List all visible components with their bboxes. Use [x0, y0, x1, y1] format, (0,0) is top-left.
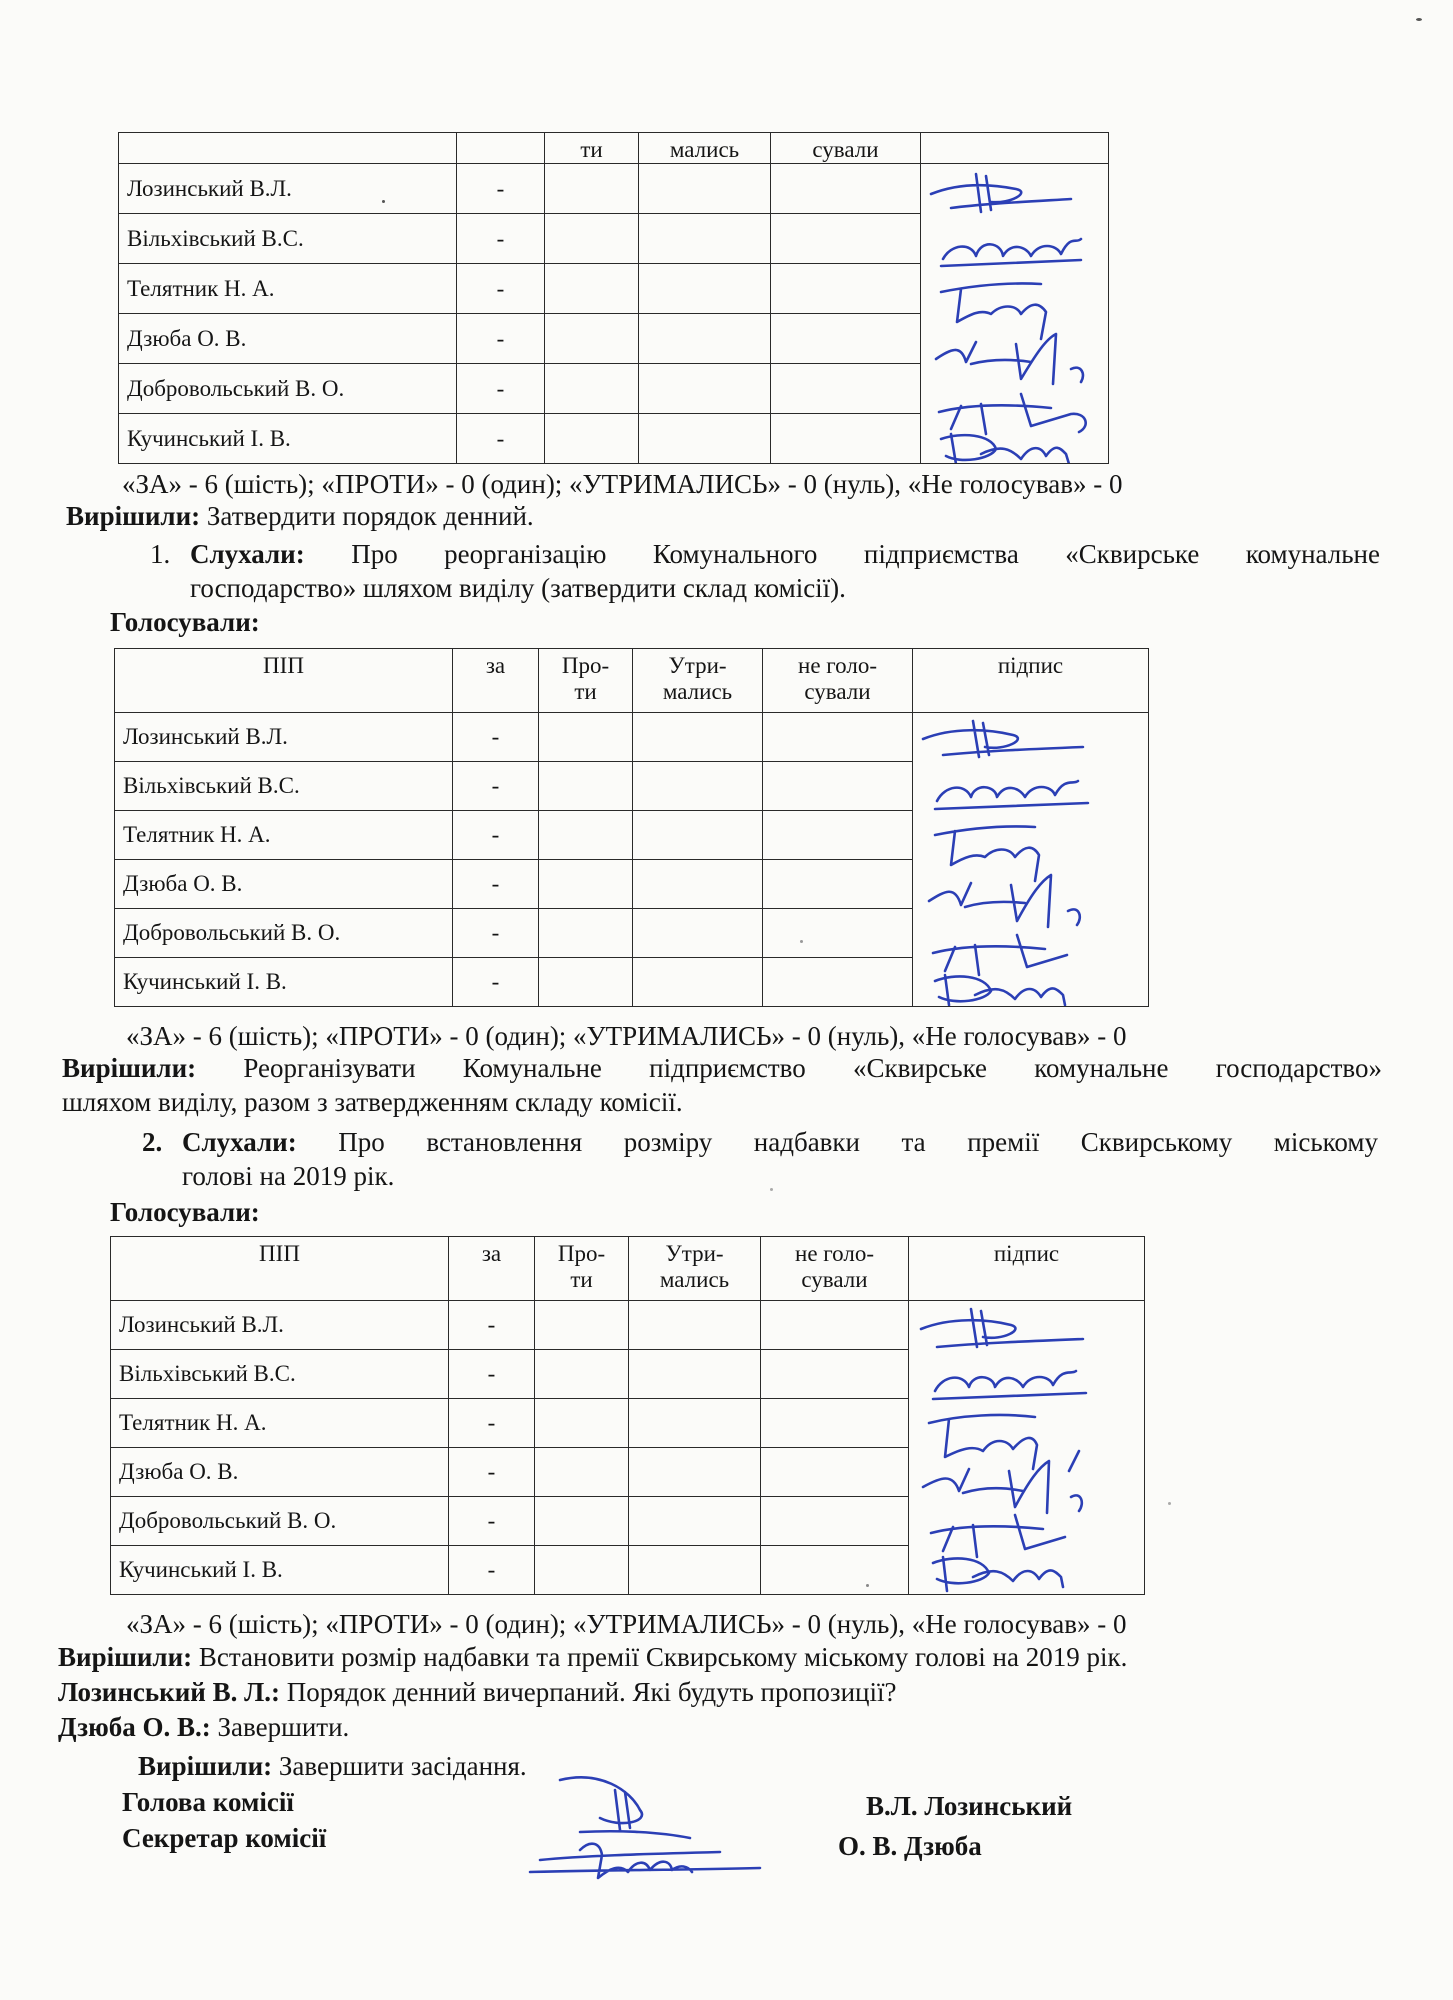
chair-name: В.Л. Лозинський [866, 1791, 1073, 1821]
vote-for-cell: - [457, 214, 545, 264]
vote-for-cell: - [457, 314, 545, 364]
member-name: Кучинський І. В. [119, 414, 457, 464]
decision-agenda [66, 500, 534, 532]
vote-for-cell: - [453, 958, 539, 1007]
table-row [119, 164, 1109, 214]
header-pip: ПІП [115, 649, 453, 713]
item-number: 1. [150, 539, 171, 569]
vote-for-cell: - [449, 1546, 535, 1595]
member-name: Дзюба О. В. [111, 1448, 449, 1497]
item-2-heading [182, 1126, 1378, 1158]
header-pip: ПІП [111, 1237, 449, 1301]
scan-speck [1416, 18, 1422, 21]
member-name: Телятник Н. А. [119, 264, 457, 314]
vote-result-line: «ЗА» - 6 (шість); «ПРОТИ» - 0 (один); «УТРИМАЛИСЬ» - 0 (нуль), «Не голосував» - 0 [122, 469, 1123, 499]
decision-text: Завершити засідання. [278, 1751, 527, 1781]
vote-for-cell: - [453, 860, 539, 909]
vote-result-line: «ЗА» - 6 (шість); «ПРОТИ» - 0 (один); «УТРИМАЛИСЬ» - 0 (нуль), «Не голосував» - 0 [126, 1021, 1127, 1051]
speech-chair [58, 1676, 897, 1708]
vote-for-cell: - [457, 364, 545, 414]
item-number: 2. [142, 1127, 163, 1157]
signature-column [921, 164, 1109, 464]
speech-secretary [58, 1711, 349, 1743]
signature-column [909, 1301, 1145, 1595]
header-abstained: Утри- мались [629, 1237, 761, 1301]
item-1-heading-continued: господарство» шляхом виділу (затвердити склад комісії). [190, 573, 846, 603]
member-name: Вільхівський В.С. [111, 1350, 449, 1399]
header-cell [119, 133, 457, 164]
header-za: за [449, 1237, 535, 1301]
header-cell: сували [771, 133, 921, 164]
header-against: Про- ти [535, 1237, 629, 1301]
header-cell [457, 133, 545, 164]
scan-speck [1168, 1502, 1171, 1505]
decision-item-1-continued: шляхом виділу, разом з затвердженням складу комісії. [62, 1087, 683, 1117]
header-abstained: Утри- мались [633, 649, 763, 713]
member-name: Лозинський В.Л. [111, 1301, 449, 1350]
handwritten-signatures [909, 1301, 1145, 1595]
header-signature: підпис [913, 649, 1149, 713]
decision-label: Вирішили: [138, 1751, 273, 1781]
table-row [115, 713, 1149, 762]
vote-result-line: «ЗА» - 6 (шість); «ПРОТИ» - 0 (один); «УТРИМАЛИСЬ» - 0 (нуль), «Не голосував» - 0 [126, 1609, 1127, 1639]
vote-table-agenda [118, 132, 1109, 464]
decision-item-2 [58, 1641, 1127, 1673]
header-cell: ти [545, 133, 639, 164]
item-1-heading [190, 538, 1380, 570]
header-not-voted: не голо- сували [761, 1237, 909, 1301]
table-row [111, 1301, 1145, 1350]
speech-text: Порядок денний вичерпаний. Які будуть пропозиції? [286, 1677, 897, 1707]
header-not-voted: не голо- сували [763, 649, 913, 713]
vote-table-item-1 [114, 648, 1149, 1007]
item-label: Слухали: [182, 1127, 297, 1157]
decision-label: Вирішили: [66, 501, 201, 531]
voted-label: Голосували: [110, 607, 260, 637]
member-name: Добровольський В. О. [115, 909, 453, 958]
member-name: Лозинський В.Л. [115, 713, 453, 762]
decision-text: Затвердити порядок денний. [206, 501, 534, 531]
secretary-role: Секретар комісії [122, 1823, 327, 1853]
member-name: Вільхівський В.С. [119, 214, 457, 264]
table-header [111, 1237, 1145, 1301]
member-name: Лозинський В.Л. [119, 164, 457, 214]
decision-text: Реорганізувати Комунальне підприємство «Сквирське комунальне господарство» [243, 1053, 1382, 1083]
vote-for-cell: - [449, 1350, 535, 1399]
item-label: Слухали: [190, 539, 305, 569]
member-name: Дзюба О. В. [115, 860, 453, 909]
member-name: Дзюба О. В. [119, 314, 457, 364]
member-name: Добровольський В. О. [111, 1497, 449, 1546]
vote-for-cell: - [449, 1399, 535, 1448]
speaker-name: Лозинський В. Л.: [58, 1677, 280, 1707]
handwritten-signatures [913, 713, 1149, 1007]
vote-for-cell: - [453, 909, 539, 958]
vote-for-cell: - [457, 264, 545, 314]
secretary-name: О. В. Дзюба [838, 1831, 982, 1861]
member-name: Добровольський В. О. [119, 364, 457, 414]
speech-text: Завершити. [217, 1712, 350, 1742]
vote-for-cell: - [453, 762, 539, 811]
member-name: Вільхівський В.С. [115, 762, 453, 811]
decision-label: Вирішили: [58, 1642, 193, 1672]
decision-text: Встановити розмір надбавки та премії Сквирському міському голові на 2019 рік. [198, 1642, 1128, 1672]
scan-speck [866, 1584, 869, 1587]
table-header [115, 649, 1149, 713]
vote-for-cell: - [449, 1448, 535, 1497]
speaker-name: Дзюба О. В.: [58, 1712, 211, 1742]
decision-close [138, 1750, 527, 1782]
chair-role: Голова комісії [122, 1787, 294, 1817]
vote-table-item-2 [110, 1236, 1145, 1595]
header-signature: підпис [909, 1237, 1145, 1301]
scan-speck [382, 200, 385, 203]
table-header-tail [119, 133, 1109, 164]
decision-label: Вирішили: [62, 1053, 197, 1083]
vote-for-cell: - [453, 713, 539, 762]
member-name: Телятник Н. А. [111, 1399, 449, 1448]
footer-signatures [520, 1760, 800, 1890]
member-name: Телятник Н. А. [115, 811, 453, 860]
item-2-heading-continued: голові на 2019 рік. [182, 1161, 395, 1191]
vote-for-cell: - [449, 1497, 535, 1546]
header-za: за [453, 649, 539, 713]
vote-for-cell: - [449, 1301, 535, 1350]
handwritten-signatures [921, 164, 1109, 464]
member-name: Кучинський І. В. [111, 1546, 449, 1595]
scan-speck [800, 940, 803, 943]
vote-for-cell: - [457, 164, 545, 214]
item-text: Про встановлення розміру надбавки та премії Сквирському міському [338, 1127, 1378, 1157]
scan-speck [770, 1188, 773, 1191]
decision-item-1 [62, 1052, 1382, 1084]
voted-label: Голосували: [110, 1197, 260, 1227]
vote-for-cell: - [457, 414, 545, 464]
signature-column [913, 713, 1149, 1007]
member-name: Кучинський І. В. [115, 958, 453, 1007]
vote-for-cell: - [453, 811, 539, 860]
item-text: Про реорганізацію Комунального підприємства «Сквирське комунальне [351, 539, 1380, 569]
header-cell [921, 133, 1109, 164]
header-cell: мались [639, 133, 771, 164]
header-against: Про- ти [539, 649, 633, 713]
